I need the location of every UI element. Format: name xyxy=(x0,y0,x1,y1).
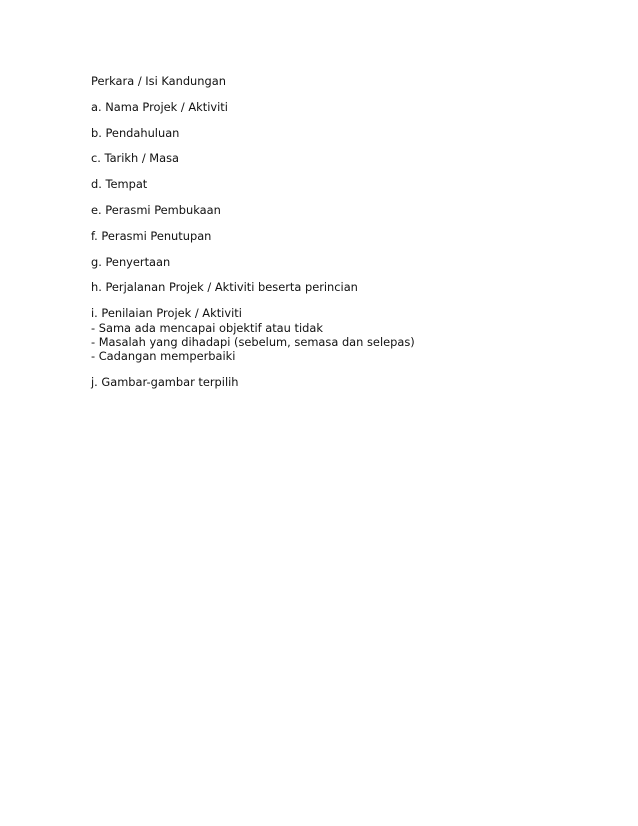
list-item: h. Perjalanan Projek / Aktiviti beserta perincian xyxy=(91,280,358,295)
list-item: b. Pendahuluan xyxy=(91,125,180,140)
list-item: d. Tempat xyxy=(91,177,148,192)
list-item: a. Nama Projek / Aktiviti xyxy=(91,99,228,114)
evaluation-point: - Cadangan memperbaiki xyxy=(91,349,236,364)
list-item: c. Tarikh / Masa xyxy=(91,151,180,166)
list-item: e. Perasmi Pembukaan xyxy=(91,202,221,217)
evaluation-point: - Sama ada mencapai objektif atau tidak xyxy=(91,320,323,335)
list-item: f. Perasmi Penutupan xyxy=(91,228,212,243)
list-item: g. Penyertaan xyxy=(91,254,171,269)
evaluation-title: i. Penilaian Projek / Aktiviti xyxy=(91,306,242,321)
document-body xyxy=(91,74,591,401)
evaluation-section xyxy=(91,306,591,364)
evaluation-point: - Masalah yang dihadapi (sebelum, semasa dan selepas) xyxy=(91,334,415,349)
document-heading: Perkara / Isi Kandungan xyxy=(91,74,226,88)
list-item: j. Gambar-gambar terpilih xyxy=(91,375,239,390)
